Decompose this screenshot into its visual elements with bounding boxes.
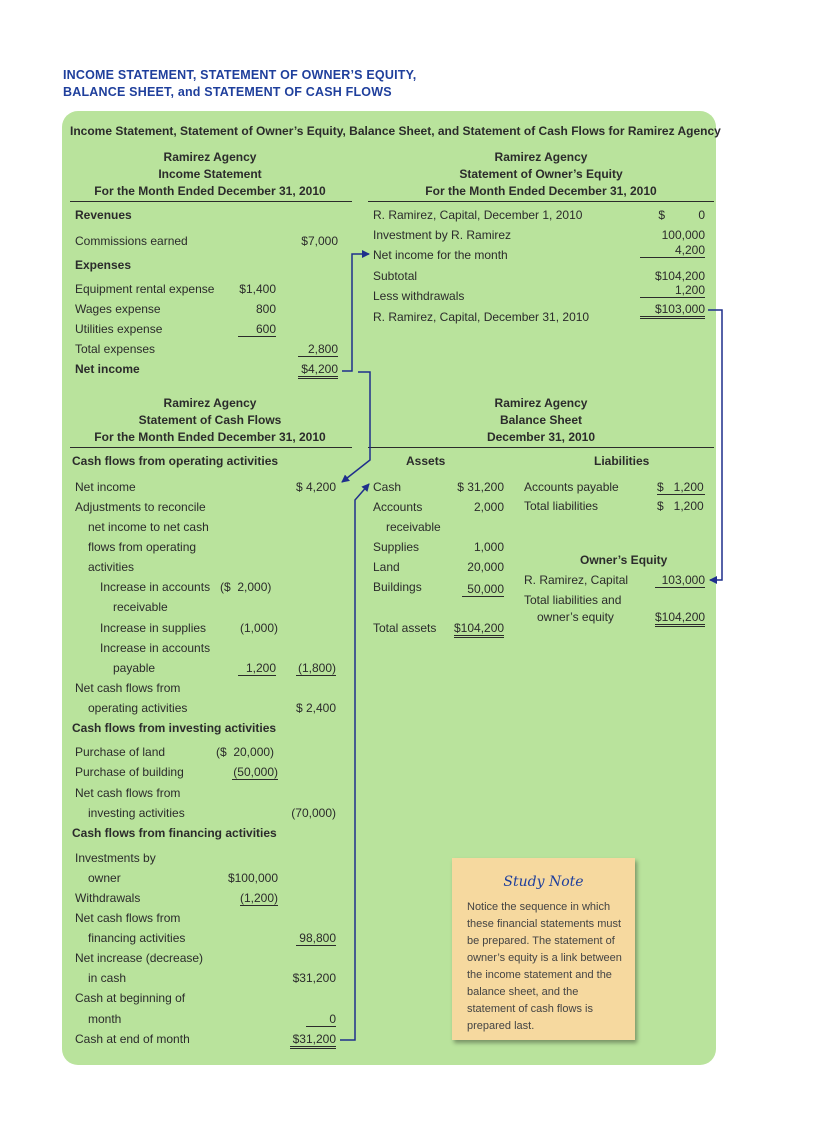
oe-row-label: Less withdrawals <box>373 289 465 303</box>
cf-cash-begin-value: 0 <box>306 1012 336 1027</box>
oe-row-label: Net income for the month <box>373 248 508 262</box>
oe-header-company: Ramirez Agency <box>494 150 588 164</box>
bs-land-label: Land <box>373 560 400 574</box>
panel-title: Income Statement, Statement of Owner’s Equity, Balance Sheet, and Statement of Cash Flows for Ramirez Agency <box>70 124 721 138</box>
bs-ar-value: 2,000 <box>473 500 504 514</box>
cf-net-operating-label: Net cash flows from <box>75 681 181 695</box>
cf-inc-supplies-label: Increase in supplies <box>100 621 207 635</box>
cf-adjust-line: Adjustments to reconcile <box>75 500 206 514</box>
oe-row-label: Investment by R. Ramirez <box>373 228 512 242</box>
bs-supplies-value: 1,000 <box>473 540 504 554</box>
cf-cash-begin-label: month <box>88 1012 122 1026</box>
is-expenses-label: Expenses <box>75 258 132 272</box>
cf-net-income-value: $ 4,200 <box>295 480 336 494</box>
cf-net-income-label: Net income <box>75 480 136 494</box>
cf-net-financing-label: financing activities <box>88 931 186 945</box>
cf-investing-heading: Cash flows from investing activities <box>72 721 277 735</box>
cf-inc-supplies-value: (1,000) <box>239 621 278 635</box>
cf-net-investing-value: (70,000) <box>291 806 336 820</box>
cf-cash-end-label: Cash at end of month <box>75 1032 190 1046</box>
oe-row-value: 1,200 <box>640 283 705 298</box>
bs-header-company: Ramirez Agency <box>494 396 588 410</box>
cf-purchase-building-value: (50,000) <box>233 765 278 779</box>
oe-header-title: Statement of Owner’s Equity <box>459 167 623 181</box>
cf-net-financing-label: Net cash flows from <box>75 911 181 925</box>
bs-ap-label: Accounts payable <box>524 480 619 494</box>
study-note <box>452 858 635 1040</box>
is-expense-label: Wages expense <box>75 302 161 316</box>
is-commissions-label: Commissions earned <box>75 234 188 248</box>
bs-header-title: Balance Sheet <box>499 413 583 427</box>
bs-total-liabilities-value: $ 1,200 <box>657 499 704 513</box>
cf-adjust-line: activities <box>88 560 135 574</box>
bs-supplies-label: Supplies <box>373 540 420 554</box>
cf-financing-heading: Cash flows from financing activities <box>72 826 277 840</box>
is-total-expenses-value: 2,800 <box>298 342 338 357</box>
cf-inc-ap-value: 1,200 <box>238 661 276 676</box>
cf-cash-begin-label: Cash at beginning of <box>75 991 186 1005</box>
cf-net-increase-label: Net increase (decrease) <box>75 951 204 965</box>
oe-row-value: 100,000 <box>661 228 705 242</box>
arrow-net-income-to-equity <box>342 254 369 371</box>
bs-total-le-label: Total liabilities and <box>524 593 622 607</box>
bs-capital-value: 103,000 <box>655 573 705 588</box>
is-expense-label: Utilities expense <box>75 322 163 336</box>
cf-inc-ar-label: receivable <box>113 600 168 614</box>
is-total-expenses-label: Total expenses <box>75 342 156 356</box>
is-commissions-value: $7,000 <box>301 234 338 248</box>
arrow-cash-end-to-balance-sheet <box>340 484 369 1040</box>
bs-ar-label: Accounts <box>373 500 423 514</box>
bs-header-date: December 31, 2010 <box>486 430 596 444</box>
is-revenues-label: Revenues <box>75 208 132 222</box>
cf-purchase-land-value: ($ 20,000) <box>216 745 275 759</box>
cf-inc-ap-label: payable <box>113 661 156 675</box>
bs-assets-heading: Assets <box>406 454 446 468</box>
cf-operating-heading: Cash flows from operating activities <box>72 454 279 468</box>
cf-adjust-total: (1,800) <box>297 661 336 675</box>
is-expense-value: 600 <box>238 322 276 337</box>
page-heading-line-1: INCOME STATEMENT, STATEMENT OF OWNER’S EQUITY, <box>63 68 417 82</box>
is-net-income-value: $4,200 <box>298 362 338 379</box>
bs-ap-value: $ 1,200 <box>657 480 704 494</box>
cf-net-operating-label: operating activities <box>88 701 188 715</box>
bs-ar-label: receivable <box>386 520 441 534</box>
cf-purchase-land-label: Purchase of land <box>75 745 166 759</box>
is-header-company: Ramirez Agency <box>163 150 257 164</box>
is-expense-value: 800 <box>255 302 276 316</box>
oe-row-value: $ 0 <box>658 208 705 222</box>
cf-net-financing-value: 98,800 <box>296 931 336 946</box>
cf-investments-label: Investments by <box>75 851 156 865</box>
cf-inc-ar-value: ($ 2,000) <box>220 580 272 594</box>
bs-owners-equity-heading: Owner’s Equity <box>580 553 668 567</box>
cf-net-operating-value: $ 2,400 <box>295 701 336 715</box>
arrow-net-income-to-cash-flows <box>342 372 370 482</box>
oe-row-value: 4,200 <box>640 243 705 258</box>
cf-header-company: Ramirez Agency <box>163 396 257 410</box>
oe-row-value: $103,000 <box>640 302 705 319</box>
cf-net-investing-label: investing activities <box>88 806 185 820</box>
cf-withdrawals-value: (1,200) <box>240 891 279 905</box>
cf-header-title: Statement of Cash Flows <box>138 413 282 427</box>
cf-header-period: For the Month Ended December 31, 2010 <box>94 430 326 444</box>
is-header-period: For the Month Ended December 31, 2010 <box>94 184 326 198</box>
cf-net-investing-label: Net cash flows from <box>75 786 181 800</box>
study-note-title: Study Note <box>503 874 584 890</box>
cf-net-increase-label: in cash <box>88 971 127 985</box>
oe-row-label: R. Ramirez, Capital, December 31, 2010 <box>373 310 590 324</box>
is-expense-label: Equipment rental expense <box>75 282 215 296</box>
cf-withdrawals-label: Withdrawals <box>75 891 141 905</box>
cf-cash-end-value: $31,200 <box>290 1032 336 1049</box>
bs-land-value: 20,000 <box>467 560 504 574</box>
is-expense-value: $1,400 <box>239 282 276 296</box>
cf-adjust-line: flows from operating <box>88 540 197 554</box>
oe-header-period: For the Month Ended December 31, 2010 <box>425 184 657 198</box>
cf-purchase-building-label: Purchase of building <box>75 765 184 779</box>
bs-buildings-label: Buildings <box>373 580 422 594</box>
oe-row-label: Subtotal <box>373 269 418 283</box>
cf-investments-value: $100,000 <box>227 871 278 885</box>
bs-total-le-label: owner’s equity <box>537 610 614 624</box>
bs-cash-value: $ 31,200 <box>457 480 504 494</box>
bs-total-liabilities-label: Total liabilities <box>524 499 599 513</box>
bs-cash-label: Cash <box>373 480 402 494</box>
bs-liabilities-heading: Liabilities <box>594 454 650 468</box>
oe-row-value: $104,200 <box>654 269 705 283</box>
study-note-body: Notice the sequence in which these financial statements must be prepared. The statement of owner’s equity is a link between the income statement and the balance sheet, and the statement of cash flows is prepared last. <box>467 901 622 1032</box>
cf-investments-label: owner <box>88 871 121 885</box>
bs-total-le-value: $104,200 <box>655 610 705 627</box>
cf-net-increase-value: $31,200 <box>292 971 336 985</box>
bs-buildings-value: 50,000 <box>462 582 504 597</box>
bs-capital-label: R. Ramirez, Capital <box>524 573 629 587</box>
cf-inc-ap-label: Increase in accounts <box>100 641 211 655</box>
cf-inc-ar-label: Increase in accounts <box>100 580 211 594</box>
is-header-title: Income Statement <box>158 167 262 181</box>
bs-total-assets-label: Total assets <box>373 621 437 635</box>
cf-adjust-line: net income to net cash <box>88 520 209 534</box>
oe-row-label: R. Ramirez, Capital, December 1, 2010 <box>373 208 583 222</box>
arrow-capital-to-balance-sheet <box>708 310 722 580</box>
is-net-income-label: Net income <box>75 362 140 376</box>
bs-total-assets-value: $104,200 <box>454 621 504 638</box>
page-heading-line-2: BALANCE SHEET, and STATEMENT OF CASH FLOWS <box>63 85 392 99</box>
